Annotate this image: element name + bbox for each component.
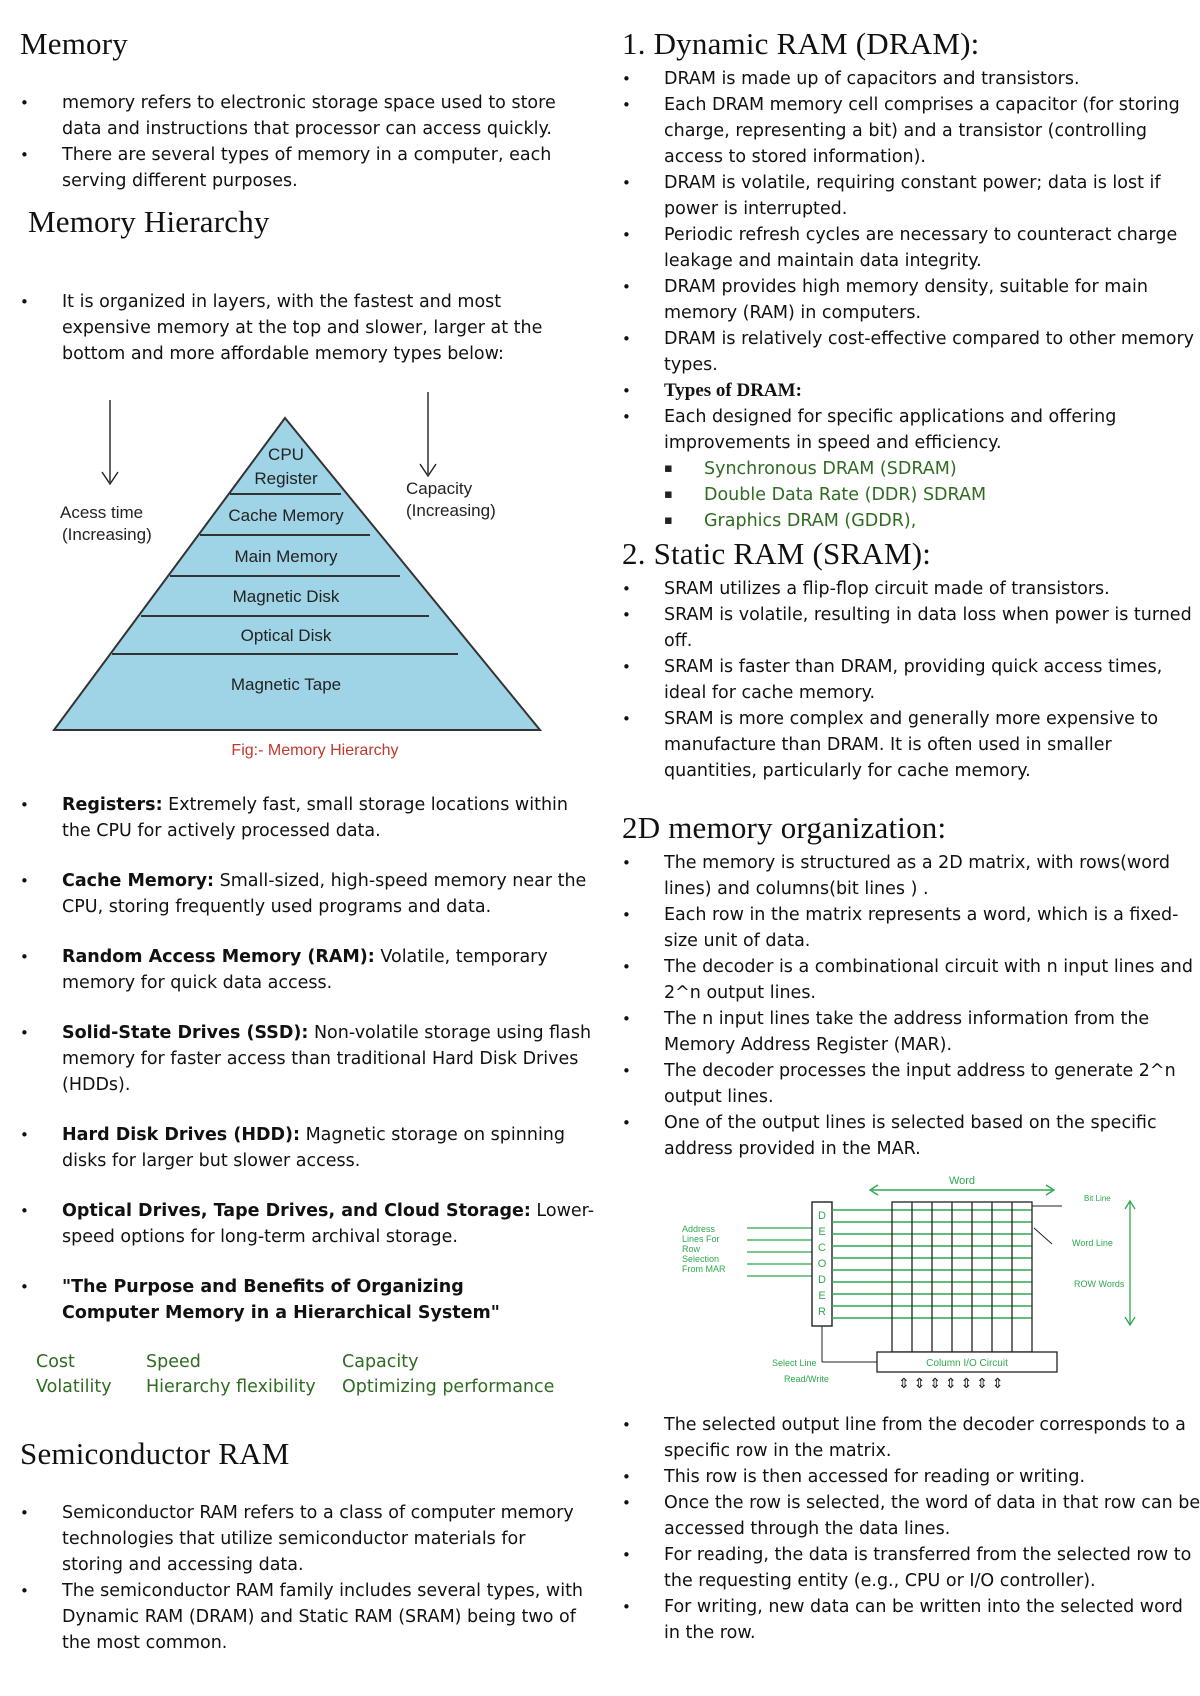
list-item: • The n input lines take the address information from the Memory Address Register (MAR). — [664, 1006, 1200, 1058]
address-label: From MAR — [682, 1264, 726, 1274]
select-line-label: Select Line — [772, 1358, 817, 1368]
org2d-list-2 — [664, 1412, 1200, 1646]
decoder-letter: E — [818, 1290, 826, 1302]
list-item: • SRAM is more complex and generally more expensive to manufacture than DRAM. It is often used in smaller quantities, particularly for cache memory. — [664, 706, 1200, 784]
list-item — [62, 944, 602, 996]
list-item: • The decoder processes the input address to generate 2^n output lines. — [664, 1058, 1200, 1110]
level-label: Register — [254, 469, 318, 488]
word-label: Word — [948, 1175, 976, 1187]
benefits-grid — [36, 1352, 596, 1408]
desc: Small-sized, high-speed memory near the CPU, storing frequently used programs and data. — [62, 871, 587, 917]
decoder-letter: E — [818, 1226, 826, 1238]
list-item: ▪ Graphics DRAM (GDDR), — [704, 508, 1184, 534]
list-item: • The selected output line from the decoder corresponds to a specific row in the matrix. — [664, 1412, 1200, 1464]
list-item: • Each row in the matrix represents a word, which is a fixed-size unit of data. — [664, 902, 1200, 954]
address-label: Lines For — [682, 1234, 720, 1244]
address-label: Selection — [682, 1254, 720, 1264]
decoder-letter: D — [818, 1274, 826, 1286]
sram-list — [664, 576, 1200, 784]
list-item: • One of the output lines is selected based on the specific address provided in the MAR. — [664, 1110, 1200, 1162]
term: Cache Memory: — [62, 871, 215, 891]
list-item — [62, 1122, 602, 1174]
list-item: • DRAM is volatile, requiring constant power; data is lost if power is interrupted. — [664, 170, 1200, 222]
memory-title: Memory — [20, 26, 128, 61]
figure-caption: Fig:- Memory Hierarchy — [231, 742, 399, 759]
memory-types-list — [62, 792, 602, 1326]
desc: Magnetic storage on spinning disks for larger but slower access. — [62, 1125, 566, 1171]
list-item: • Once the row is selected, the word of data in that row can be accessed through the data lines. — [664, 1490, 1200, 1542]
memory-2d-figure — [672, 1172, 1172, 1402]
list-item: • DRAM is made up of capacitors and transistors. — [664, 66, 1200, 92]
desc: Lower-speed options for long-term archival storage. — [62, 1201, 595, 1247]
desc: Volatile, temporary memory for quick data access. — [62, 947, 548, 993]
level-label: Magnetic Disk — [232, 587, 340, 606]
list-item: • DRAM provides high memory density, suitable for main memory (RAM) in computers. — [664, 274, 1200, 326]
access-time-label: Acess time — [60, 503, 144, 522]
benefit-keyword: Volatility — [36, 1377, 112, 1397]
data-io-arrows: ⇕ ⇕ ⇕ ⇕ ⇕ ⇕ ⇕ — [898, 1375, 1004, 1391]
list-item: ▪ Double Data Rate (DDR) SDRAM — [704, 482, 1184, 508]
list-item: • The memory is structured as a 2D matrix, with rows(word lines) and columns(bit lines ) . — [664, 850, 1200, 902]
list-item: • memory refers to electronic storage space used to store data and instructions that processor can access quickly. — [62, 90, 590, 142]
purpose-text: "The Purpose and Benefits of Organizing Computer Memory in a Hierarchical System" — [62, 1277, 500, 1323]
list-item: ▪ Synchronous DRAM (SDRAM) — [704, 456, 1184, 482]
list-item: • Each DRAM memory cell comprises a capacitor (for storing charge, representing a bit) and a transistor (controlling access to stored information). — [664, 92, 1200, 170]
org2d-title: 2D memory organization: — [622, 810, 947, 845]
bit-line-label: Bit Line — [1084, 1194, 1111, 1203]
list-item: • SRAM is volatile, resulting in data loss when power is turned off. — [664, 602, 1200, 654]
list-item — [62, 1274, 542, 1326]
list-item: • SRAM is faster than DRAM, providing quick access times, ideal for cache memory. — [664, 654, 1200, 706]
list-item: • The semiconductor RAM family includes several types, with Dynamic RAM (DRAM) and Static RAM (SRAM) being two of the most common. — [62, 1578, 590, 1656]
list-item — [62, 1198, 602, 1250]
column-io-label: Column I/O Circuit — [926, 1358, 1008, 1369]
benefit-keyword: Hierarchy flexibility — [146, 1377, 316, 1397]
capacity-label: Capacity — [406, 479, 473, 498]
read-write-label: Read/Write — [784, 1374, 829, 1384]
level-label: CPU — [268, 445, 304, 464]
list-item: • For reading, the data is transferred from the selected row to the requesting entity (e.g., CPU or I/O controller). — [664, 1542, 1200, 1594]
level-label: Main Memory — [234, 547, 338, 566]
dram-title: 1. Dynamic RAM (DRAM): — [622, 26, 980, 61]
sram-title: 2. Static RAM (SRAM): — [622, 536, 932, 571]
list-item: • There are several types of memory in a computer, each serving different purposes. — [62, 142, 590, 194]
decoder-letter: C — [818, 1242, 826, 1254]
row-words-label: ROW Words — [1074, 1279, 1125, 1289]
desc: Non-volatile storage using flash memory for faster access than traditional Hard Disk Drives (HDDs). — [62, 1023, 592, 1095]
list-item — [62, 1020, 602, 1098]
dram-types-label: Types of DRAM: — [664, 380, 802, 401]
capacity-sub-label: (Increasing) — [406, 501, 496, 520]
address-label: Address — [682, 1224, 716, 1234]
benefit-keyword: Speed — [146, 1352, 201, 1372]
org2d-list — [664, 850, 1200, 1162]
decoder-letter: O — [817, 1258, 827, 1270]
level-label: Cache Memory — [228, 506, 344, 525]
desc: Extremely fast, small storage locations within the CPU for actively processed data. — [62, 795, 568, 841]
word-line-label: Word Line — [1072, 1238, 1113, 1248]
list-item — [62, 868, 602, 920]
list-item — [62, 792, 602, 844]
dram-list — [664, 66, 1200, 456]
term: Optical Drives, Tape Drives, and Cloud Storage: — [62, 1201, 531, 1221]
memory-hierarchy-figure — [30, 390, 550, 770]
list-item: • SRAM utilizes a flip-flop circuit made of transistors. — [664, 576, 1200, 602]
list-item: • Periodic refresh cycles are necessary to counteract charge leakage and maintain data integrity. — [664, 222, 1200, 274]
list-item: • DRAM is relatively cost-effective compared to other memory types. — [664, 326, 1200, 378]
dram-types-list — [704, 456, 1184, 534]
level-label: Magnetic Tape — [230, 675, 342, 694]
benefit-keyword: Capacity — [342, 1352, 419, 1372]
memory-matrix-grid — [892, 1202, 1032, 1352]
term: Hard Disk Drives (HDD): — [62, 1125, 301, 1145]
level-label: Optical Disk — [240, 626, 332, 645]
memory-list — [62, 90, 590, 194]
semiconductor-title: Semiconductor RAM — [20, 1436, 290, 1471]
term: Solid-State Drives (SSD): — [62, 1023, 309, 1043]
access-time-sub-label: (Increasing) — [62, 525, 152, 544]
list-item: • Semiconductor RAM refers to a class of computer memory technologies that utilize semiconductor materials for storing and accessing data. — [62, 1500, 590, 1578]
term: Registers: — [62, 795, 163, 815]
hierarchy-title: Memory Hierarchy — [28, 204, 270, 239]
term: Random Access Memory (RAM): — [62, 947, 375, 967]
list-item: • Each designed for specific applications and offering improvements in speed and efficiency. — [664, 404, 1200, 456]
list-item: • The decoder is a combinational circuit with n input lines and 2^n output lines. — [664, 954, 1200, 1006]
list-item: • For writing, new data can be written into the selected word in the row. — [664, 1594, 1200, 1646]
hierarchy-intro-list — [62, 289, 562, 367]
decoder-letter: D — [818, 1210, 826, 1222]
benefit-keyword: Optimizing performance — [342, 1377, 555, 1397]
benefit-keyword: Cost — [36, 1352, 75, 1372]
decoder-letter: R — [818, 1306, 826, 1318]
list-item — [664, 378, 1200, 404]
semiconductor-list — [62, 1500, 590, 1656]
list-item: • This row is then accessed for reading or writing. — [664, 1464, 1200, 1490]
list-item: • It is organized in layers, with the fastest and most expensive memory at the top and slower, larger at the bottom and more affordable memory types below: — [62, 289, 562, 367]
address-label: Row — [682, 1244, 701, 1254]
